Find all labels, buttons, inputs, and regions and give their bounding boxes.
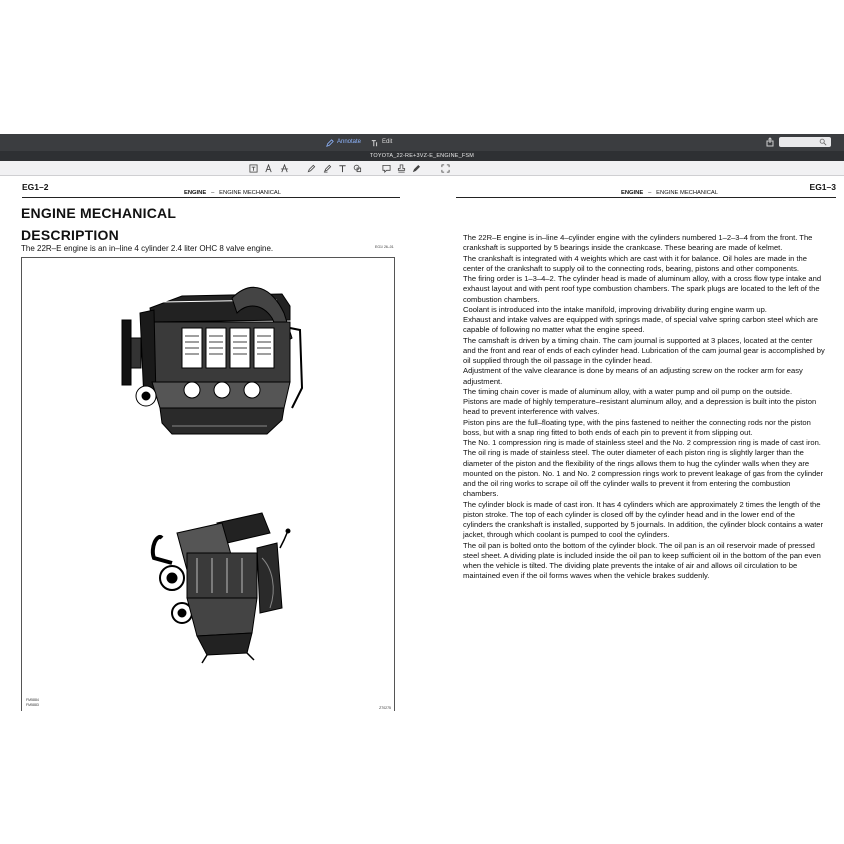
paragraph: The oil pan is bolted onto the bottom of the cylinder block. The oil pan is an oil reservoir made of pressed steel sheet. A dividing plate is included inside the oil pan to keep sufficient oil in the bottom of the pan even when the vehicle is tilted. The dividing plate prevents the intake of air and allows oil circulation to be maintained even if the oil forms waves when the vehicle brakes suddenly. [463, 540, 821, 581]
stamp-tool[interactable] [396, 163, 406, 173]
stamp-icon [397, 164, 406, 173]
figure-reference: Z70275 [379, 706, 391, 710]
search-input[interactable] [779, 137, 831, 147]
highlighter-tool[interactable] [322, 163, 332, 173]
paragraph: Exhaust and intake valves are equipped with springs made, of special valve spring carbon steel which are capable of following no matter what the engine speed. [463, 315, 818, 335]
paragraph: The camshaft is driven by a timing chain. The cam journal is supported at 3 places, located at the center and the front and rear of ends of each cylinder head. Lubrication of the cam journal gear is accomplished by oil supplied through the oil passage in the cylinder head. [463, 335, 825, 365]
section-title: DESCRIPTION [21, 227, 119, 243]
text-strikethrough-icon [280, 164, 289, 173]
description-body [463, 233, 825, 582]
running-head-separator: – [648, 190, 652, 196]
comment-icon [382, 164, 391, 173]
paragraph: The crankshaft is integrated with 4 weights which are cast with it for balance. Oil holes are made in the center of the crankshaft to supply oil to the connecting rods, bearing, pistons and other components. [463, 253, 807, 273]
viewer-top-bar [0, 134, 844, 152]
shapes-tool[interactable] [352, 163, 362, 173]
paragraph: The firing order is 1–3–4–2. The cylinder head is made of aluminum alloy, with a cross flow type intake and exhaust layout and with pent roof type combustion chambers. The spark plugs are located to the left of the combustion chambers. [463, 274, 822, 304]
annotation-toolbar [0, 161, 844, 176]
comment-tool[interactable] [381, 163, 391, 173]
pencil-icon [326, 139, 334, 147]
paragraph: The No. 1 compression ring is made of stainless steel and the No. 2 compression ring is made of cast iron. The oil ring is made of stainless steel. The outer diameter of each piston ring is slightly larger than the diameter of the piston and the flexibility of the rings allows them to hug the cylinder walls when they are mounted on the piston. No. 1 and No. 2 compression rings work to prevent leakage of gas from the cylinder and the oil ring works to scrape oil off the cylinder walls to prevent it from entering the combustion chambers. [463, 438, 824, 499]
edit-mode-label: Edit [382, 139, 393, 145]
page-number: EG1–2 [22, 182, 49, 192]
figure-note: FM5884 [26, 698, 39, 702]
page-title: ENGINE MECHANICAL [21, 205, 177, 221]
page-number: EG1–3 [809, 182, 836, 192]
header-rule [22, 197, 400, 198]
fullscreen-icon [441, 164, 450, 173]
paragraph: The cylinder block is made of cast iron. It has 4 cylinders which are approximately 2 times the length of the piston stroke. The top of each cylinder is closed off by the cylinder head and in the lower end of the cylinders the crankshaft is installed, supported by 5 journals. In addition, the cylinder block contains a water jacket, through which coolant is pumped to cool the cylinders. [463, 499, 824, 540]
pen-icon [307, 164, 316, 173]
text-style-tool[interactable] [263, 163, 273, 173]
intro-text: The 22R–E engine is an in–line 4 cylinder 2.4 liter OHC 8 valve engine. [21, 244, 274, 253]
highlighter-icon [323, 164, 332, 173]
running-head-section: ENGINE [184, 190, 207, 196]
share-icon[interactable] [765, 137, 775, 147]
text-box-icon [249, 164, 258, 173]
edit-mode-button[interactable] [371, 137, 392, 148]
strikethrough-tool[interactable] [279, 163, 289, 173]
document-title: TOYOTA_22-RE+3VZ-E_ENGINE_FSM [0, 151, 844, 161]
pen-tool[interactable] [306, 163, 316, 173]
figure-note: FM5883 [26, 703, 39, 707]
text-style-icon [264, 164, 273, 173]
engine-illustration [21, 257, 395, 711]
annotate-mode-label: Annotate [337, 139, 362, 145]
text-tool[interactable] [337, 163, 347, 173]
paragraph: Pistons are made of highly temperature–resistant aluminum alloy, and a depression is built into the piston head to prevent interference with valves. [463, 397, 817, 417]
paragraph: The timing chain cover is made of aluminum alloy, with a water pump and oil pump on the outside. [463, 386, 793, 396]
header-rule [456, 197, 836, 198]
running-head-separator: – [211, 190, 215, 196]
text-edit-icon [371, 139, 379, 147]
right-page [423, 176, 844, 844]
annotate-mode-button[interactable] [326, 137, 361, 148]
running-head-subsection: ENGINE MECHANICAL [656, 190, 719, 196]
fullscreen-button[interactable] [440, 163, 450, 173]
engine-cutaway-drawing [22, 258, 394, 711]
paragraph: Adjustment of the valve clearance is done by means of an adjusting screw on the rocker arm for easy adjustment. [463, 366, 803, 386]
search-icon [819, 138, 827, 146]
shapes-icon [353, 164, 362, 173]
signature-icon [412, 164, 421, 173]
text-box-tool[interactable] [248, 163, 258, 173]
running-head-subsection: ENGINE MECHANICAL [219, 190, 282, 196]
figure-code: EG1/ 26–01 [375, 245, 394, 249]
running-head-section: ENGINE [621, 190, 644, 196]
left-page [0, 176, 423, 844]
running-head [184, 190, 281, 196]
running-head [621, 190, 718, 196]
text-tool-icon [338, 164, 347, 173]
paragraph: The 22R–E engine is in–line 4–cylinder engine with the cylinders numbered 1–2–3–4 from the front. The crankshaft is supported by 5 bearings inside the crankcase. These bearing are made of kelmet. [463, 233, 813, 253]
paragraph: Coolant is introduced into the intake manifold, improving drivability during engine warm up. [463, 304, 767, 314]
paragraph: Piston pins are the full–floating type, with the pins fastened to neither the connecting rods nor the piston boss, but with a snap ring fitted to both ends of each pin to prevent it from slipping out. [463, 417, 811, 437]
signature-tool[interactable] [411, 163, 421, 173]
